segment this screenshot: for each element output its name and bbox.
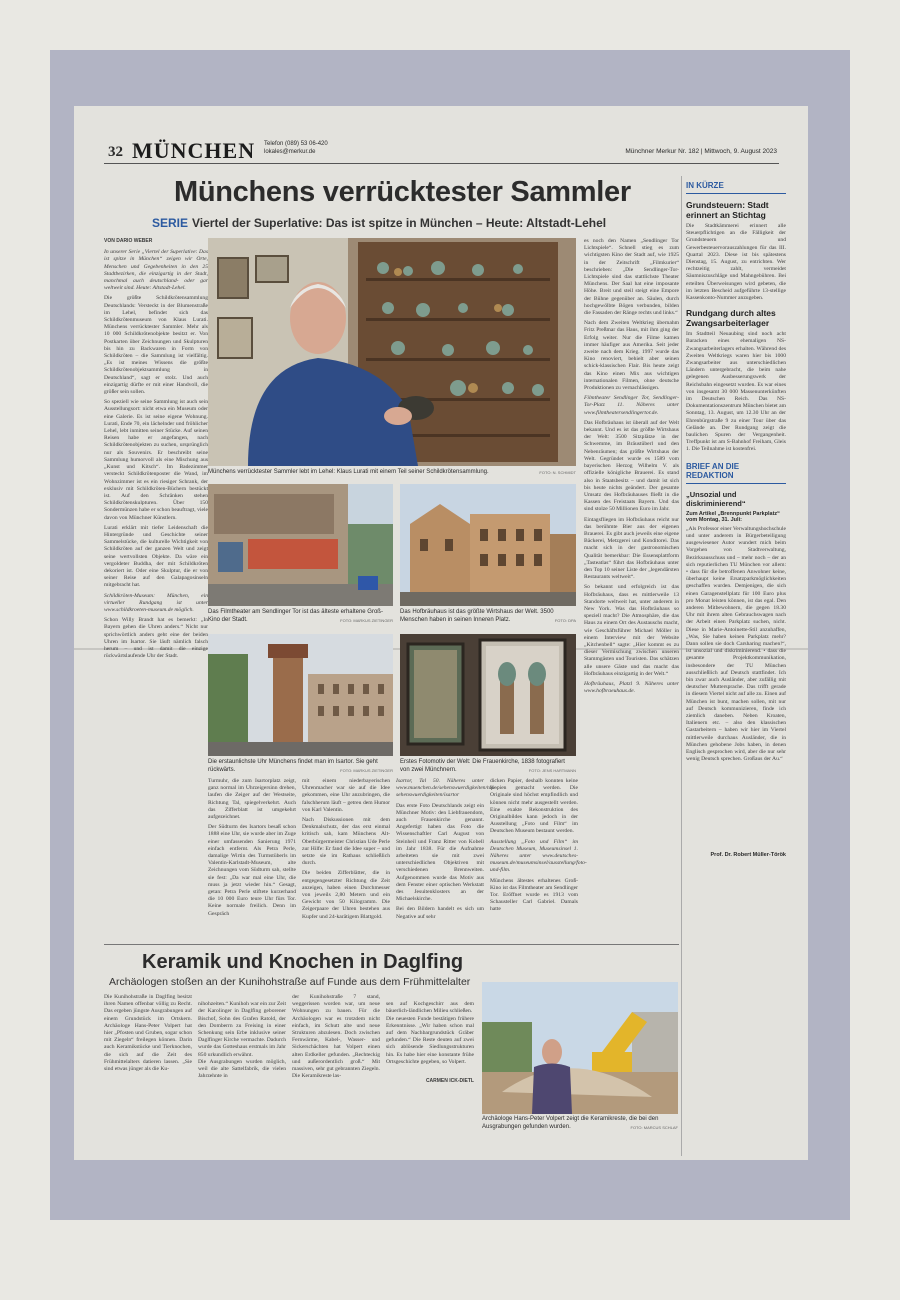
contact-info	[264, 140, 328, 156]
photo-hofbraeuhaus	[400, 484, 576, 606]
info-note: Schildkröten-Museum: München, ein virtueller Rundgang ist unter www.schildkroeten-museum.de möglich.	[104, 592, 208, 613]
paragraph: der Kunihohstraße 7 stand, weggerissen worden war, um neue Wohnungen zu bauen. Für die Archäologen war es trotzdem nicht einfach, im Schutt alte und neue Strukturen abzulesen. Doch zwischen Fernwärme, Kabel-, Wasser- und Sickerschächten hat Volpert einen alten Erdkeller gefunden. „Rechteckig und außerordentlich groß.“ Mit massiven, sehr gut gebrannten Ziegeln. Die Keramikreste las-	[292, 994, 380, 1080]
photo-credit: FOTO: DPA	[554, 617, 576, 623]
caption-main-text: Münchens verrücktester Sammler lebt im Lehel: Klaus Lurati mit einem Teil seiner Schildkrötensammlung.	[208, 469, 489, 475]
info-note: Hofbräuhaus, Platzl 9. Näheres unter www.hofbraeuhaus.de.	[584, 680, 679, 695]
sidebar-heading: IN KÜRZE	[686, 181, 786, 194]
newspaper-page	[74, 106, 808, 1160]
article2-column-1	[104, 994, 192, 1144]
caption-main	[208, 469, 576, 477]
article2-column-4	[386, 994, 474, 1144]
paragraph: Turmuhr, die zum Isartorplatz zeigt, ganz normal im Uhrzeigersinn drehen, laufen die Zeiger auf der Westseite, Richtung Tal, spiegelverkehrt. Auch das Zifferblatt ist umgekehrt aufgezeichnet.	[208, 778, 296, 821]
paragraph: Lurati erklärt mit tiefer Leidenschaft die Hintergründe und Geschichte seiner Sammelstücke, die kulturelle Wichtigkeit von Schildkröten auf der ganzen Welt und zeigt seine wertvollsten Objekte. Da wäre ein vergoldeter Buddha, der mit Schildkröten dekoriert ist. Oder eine Skulptur, die er von seiner Reise auf den Galapagosinseln mitgebracht hat.	[104, 524, 208, 589]
brief-title: Rundgang durch altes Zwangsarbeiterlager	[686, 308, 776, 329]
subheadline-text: Viertel der Superlative: Das ist spitze in München – Heute: Altstadt-Lehel	[192, 216, 607, 230]
paragraph: Nach dem Zweiten Weltkrieg übernahm Fritz Preßmar das Haus, mit ihm ging der Erfolg weiter. Nur die Filme kamen immer häufiger aus Amerika. Seit jeder zweite nach dem Krieg. 1997 wurde das Kino renoviert, behielt aber seinen schick-klassischen Flair. Bis heute zeigt das Kino einen Mix aus wichtigen internationalen Filmen, ohne deutsche Produktionen zu vernachlässigen.	[584, 320, 679, 392]
paragraph: Die beiden Zifferblätter, die in entgegengesetzter Richtung die Zeit anzeigen, haben einen Durchmesser von jeweils 2,80 Metern und ein Gewicht von 50 Kilogramm. Die Zeigerpaare der Uhren bestehen aus Kupfer und 24-karätigem Blattgold.	[302, 870, 390, 920]
paragraph: Schon Willy Brandt hat es bemerkt: „In Bayern gehen die Uhren anders.“ Nicht nur sprichwörtlich anders geht eine der beiden Uhren im Isartor. Sie läuft nämlich falsch herum – und ist damit die einzige rückwärtslaufende Uhr der Stadt.	[104, 617, 208, 660]
paragraph: Die Kunihohstraße in Daglfing besitzt ihren Namen offenbar völlig zu Recht. Das ergeben jüngste Ausgrabungen auf einem Grundstück im Ortskern. Archäologe Hans-Peter Volpert hat hier „Pfosten und Gruben, sogar schon mit Ziegeln“ freilegen können. Darin auch Keramikstücke und Tierknochen, die sich auf die Zeit des Frühmittelalters datieren lassen. „Sie sind etwas jünger als die Ku-	[104, 994, 192, 1073]
paragraph: Bei den Bildern handelt es sich um Negative auf sehr	[396, 906, 484, 920]
article2-column-2	[198, 994, 286, 1144]
phone: Telefon (089) 53 06-420	[264, 141, 328, 147]
info-note: Isartor, Tal 50. Näheres unter www.muenchen.de/sehenswuerdigkeiten/top-sehenswuerdigkeiten/isartor	[396, 778, 497, 799]
photo-dig	[482, 982, 678, 1114]
paragraph: Das erste Foto Deutschlands zeigt ein Münchner Motiv: den Liebfrauendom, auch Frauenkirche genannt. Angefertigt haben das Foto die Wissenschaftler Carl August von Steinheil und Franz Ritter von Kobell im Jahr 1838. Für die Aufnahme arbeiteten sie mit zwei unterschiedlichen Objektiven mit verschiedenen Brennweiten. Aufgenommen wurde das Motiv aus dem Fenster einer optischen Werkstatt des Jesuitenklosters an der Michaelskirche.	[396, 802, 484, 903]
column-divider	[681, 176, 682, 1156]
letter-reference: Zum Artikel „Brennpunkt Parkplatz“ vom Montag, 31. Juli:	[686, 510, 780, 523]
caption-kino	[208, 609, 393, 624]
caption-isartor-text: Die erstaunlichste Uhr Münchens findet man im Isartor. Sie geht rückwärts.	[208, 759, 378, 773]
paragraph: sen auf Kochgeschirr aus dem bäuerlich-ländlichen Milieu schließen. Die neuesten Funde bestätigen frühere Erkenntnisse. „Wir haben schon mal auf dem Nachbargrundstück Gräber gefunden.“ Die Reste deuten auf zwei sich ablösende Siedlungsstrukturen hin. Es habe hier eine konstante frühe Ortsgeschichte gegeben, so Volpert.	[386, 1001, 474, 1065]
paragraph: es noch den Namen „Sendlinger Tor Lichtspiele“. Schnell stieg es zum wichtigsten Kino der Stadt auf, wie 1925 in der Zeitschrift „Filmkurier“ beschrieben: „Die Sendlinger-Tor-Lichtspiele sind das stattlichste Theater Münchens. Der Saal hat eine imposante Höhe. Breit und steil steigt eine Empore der Bühne gegenüber an. Säulen, durch hochgewölbte Bögen verbunden, bilden die Fassaden der Ränge rechts und links.“	[584, 238, 679, 317]
brief-text: Die Stadtkämmerei erinnert alle Steuerpflichtigen an die Fälligkeit der Grundsteuern und Gewerbesteuervorauszahlungen für das III. Quartal 2023. Diese ist bis spätestens Dienstag, 15. August, zu entrichten. Wer rechtzeitig zahlt, vermeidet Säumniszuschläge und Mahngebühren. Bei erteilten Überweisungen wird gebeten, die im letzten Bescheid aufgeführte 13-stellige Kassenkonto-Nummer anzugeben.	[686, 223, 786, 302]
sidebar	[686, 181, 786, 858]
photo-isartor	[208, 634, 393, 756]
letter-title: „Unsozial und diskriminierend“	[686, 489, 746, 508]
section-title: MÜNCHEN	[132, 138, 256, 163]
paragraph: Nach Diskussionen mit dem Denkmalschutz, der das erst einmal kritisch sah, kam Münchens Alt-Oberbürgermeister Christian Ude Perle zur Hilfe: Er fand die Idee super – und setzte sie im Rathaus schließlich durch.	[302, 817, 390, 867]
article-column-6	[584, 238, 679, 928]
caption-hofbraeuhaus	[400, 609, 576, 624]
article-headline: Münchens verrücktester Sammler	[174, 176, 631, 208]
paragraph: dicken Papier, deshalb konnten keine Kopien gemacht werden. Die Originale sind höchst empfindlich und können nicht mehr ausgestellt werden. Eine exakte Rekonstruktion des Originalbildes kann jedoch in der Ausstellung „Foto und Film“ im Deutschen Museum bestaunt werden.	[490, 778, 578, 835]
masthead	[104, 136, 779, 164]
photo-credit: FOTO: MARKUS ZIETINGER	[340, 617, 393, 623]
info-note: Filmtheater Sendlinger Tor, Sendlinger-Tor-Platz 11. Näheres unter www.filmtheatersendlingertor.de.	[584, 395, 679, 416]
article2-column-3	[292, 994, 380, 1144]
paragraph: Das Hofbräuhaus ist überall auf der Welt bekannt. Und es ist das größte Wirtshaus der Welt: 3500 Sitzplätze in der Schwemme, im Bräustüberl und den Nebenräumen; das größte Wirtshaus der Welt. Gegründet wurde es 1589 vom bayerischen Herzog Wilhelm V. als offizielle königliche Brauerei. Es stand also in Staatsbesitz – und damit ist sich bis heute nichts geändert. Der gesamte Umsatz des Hofbräuhauses fließt in die Kassen des Freistaats Bayern. Und das sind stolze 50 Millionen Euro im Jahr.	[584, 419, 679, 513]
caption-frauenkirche	[400, 759, 576, 774]
brief-title: Grundsteuern: Stadt erinnert an Stichtag	[686, 200, 769, 220]
letters-heading: BRIEF AN DIE REDAKTION	[686, 462, 786, 484]
caption-frauenkirche-text: Erstes Fotomotiv der Welt: Die Frauenkirche, 1838 fotografiert von zwei Münchnern.	[400, 759, 565, 773]
email: lokales@merkur.de	[264, 149, 316, 155]
photo-credit: FOTO: MARKUS ZIETINGER	[340, 767, 393, 773]
page-number: 32	[108, 144, 123, 160]
letter-text: „Als Professor einer Verwaltungshochschule und unter anderem in Bürgerbeteiligung ausgewiesener Autor wundert mich beim Vorgehen von Stadtverwaltung, Bezirksausschuss und – mehr noch – der an sich reputierlichen TU München vor allem: • dass für die betroffenen Anwohner keine, überhaupt keine Ersatzparkmöglichkeiten geschaffen wurden. Demjenigen, die sich einen Garagenstellplatz für 100 Euro plus pro Monat leisten können, ist das egal. Den anderen Mitbewohnern, die gegen 18.30 Uhr mit ihrem alten Gebrauchswagen nach der Arbeit einen Parkplatz suchen, nicht. Diese in Marie-Antoinette-Stil anzuhaffen, „Was, Sie haben keinen Parkplatz mehr? Dann sollen sie doch Carsharing machen!“, ist unsozial und diskriminierend. • dass die gesamte Projektkommunikation, insbesondere der TU München ausschließlich auf Deutsch stattfindet. Ich bin zwar auch Ausländer, aber zufällig mit deutscher Muttersprache. Das trifft gerade in diesem Viertel nicht auf alle zu. Einen auf München ist bunt, machen sollen, mit nur auf Deutsch kommunizieren, finde ich ziemlich daneben. Neben Kroaten, Italienern etc. – also den klassischen Gastarbeitern – haben wir hier im Viertel mittlerweile durchaus Ausländer, die in München gehobene Jobs haben, in denen Englisch gesprochen wird, aber die nur sehr wenig Deutsch sprechen. Großaus der Au.“	[686, 525, 786, 763]
photo-collector	[208, 238, 576, 466]
article2-author: CARMEN ICK-DIETL	[425, 1078, 474, 1085]
photo-frauenkirche	[400, 634, 576, 756]
paragraph: Die größte Schildkrötensammlung Deutschlands: Versteckt in der Blumenstraße im Lehel, befindet sich das Schildkrötenmuseum von Klaus Lurati. Münchens verrücktester Sammler. Mehr als 10 000 Schildkrötenobjekte besitzt er. Von Postkarten über Zeichnungen und Skulpturen bis hin zu Backwaren in Form von Schildkröten – die Sammlung ist vielfältig. „Es ist meines Wissens die größte Schildkrötenobjektsammlung in Deutschland“, sagt er stolz. Und auch einzigartig dürfte er mit einer Handvoll, die größer sein sollen.	[104, 295, 208, 396]
series-kicker: SERIE	[152, 216, 189, 230]
paragraph: Der Südturm des Isartors besaß schon 1888 eine Uhr, sie wurde aber im Zuge einer umfassenden Sanierung 1971 einfach entfernt. Als Petra Perle, damalige Wirtin des Turmstüberls im Valentin-Karlstadt-Museum, alte Zeichnungen vom Südturm sah, stellte sie fest: „Da war mal eine Uhr, die muss ja jetzt wieder hin.“ Gesagt, getan: Petra Perle stiftete kurzerhand die 10 000 Euro teure Uhr fürs Tor. Keine normale freilich. Denn im Gespräch	[208, 824, 296, 917]
paragraph: Eintagsfliegen im Hofbräuhaus reicht nur das berühmte Bier aus der eigenen Brauerei. Es gibt auch jeweils eine eigene Bäckerei, Metzgerei und Konditorei. Das macht sich in der gastronomischen Qualität bemerkbar: Die Essensplattform „Tasteatlas“ führt das Hofbräuhaus unter den Top 10 seiner Liste der „legendärsten Restaurants weltweit“.	[584, 516, 679, 581]
caption-kino-text: Das Filmtheater am Sendlinger Tor ist das älteste erhaltene Groß-Kino der Stadt.	[208, 609, 383, 623]
article-column-4	[396, 778, 497, 928]
photo-credit: FOTO: N. SCHMIDT	[539, 470, 576, 475]
photo-kino	[208, 484, 393, 606]
article-subheadline	[152, 216, 606, 230]
paragraph: nihohzeiten.“ Kunihoh war ein zur Zeit der Karolinger in Daglfing geborener Bischof, Sohn des Grafen Ratold, der den Domberrn zu Freising in einer Schenkung sein Erbe inklusive seiner Daglfinger Kirche vermachte. Dadurch wurde das Gotteshaus erstmals im Jahr 850 urkundlich erwähnt. Die Ausgrabungen wurden möglich, weil die alte Sattelfabrik, die vielen Jahrzehnte in	[198, 1001, 286, 1080]
photo-credit: FOTO: MARCUS SCHLAF	[630, 1124, 678, 1130]
article-column-1	[104, 238, 208, 878]
article-column-2	[208, 778, 296, 928]
intro-text: In unserer Serie „Viertel der Superlative: Das ist spitze in München“ zeigen wir Orte, Menschen und Gegebenheiten in den 25 Stadtbezirken, die einzigartig in der Stadt, manchmal auch deutschland- oder gar weltweit sind. Heute: Altstadt-Lehel.	[104, 249, 208, 292]
photo-credit: FOTO: JENS HARTMANN	[528, 767, 576, 773]
brief-text: Im Stadtteil Neuaubing sind noch acht Baracken eines ehemaligen NS-Zwangsarbeiterlagers erhalten. Während des Zweiten Weltkriegs waren hier bis 1000 Zwangsarbeiter aus unterschiedlichen Ländern untergebracht, die beim nahe gelegenen Ausbesserungswerk der Reichsbahn eingesetzt wurden. Es war eines von insgesamt 30 000 Massenunterkünften im Deutschen Reich. Das NS-Dokumentationszentrum München bietet am Sonntag, 13. August, um 12.30 Uhr an der Ehrenbürgstraße 9 zu einer Tour über das Gelände an. Der Rundgang zeigt die baulichen Spuren der Vergangenheit. Treffpunkt ist am S-Bahnhof Freiham, Gleis 1. Die Teilnahme ist kostenfrei.	[686, 331, 786, 453]
caption-hofbraeuhaus-text: Das Hofbräuhaus ist das größte Wirtshaus der Welt. 3500 Menschen haben in seinen Inneren Platz.	[400, 609, 554, 623]
article-column-5	[490, 778, 587, 928]
paragraph: So bekannt und erfolgreich ist das Hofbräuhaus, dass es mittlerweile 13 Standorte weltweit hat, unter anderem in New York. Was das Hofbräuhaus so speziell macht? Die Atmosphäre, die das Haus zu einem Ort des Austauschs macht, wie Geschäftsführer Michael Möller in einem Interview mit der Website „Kitchenbell“ sagte: „Hier kommt es zu dieser Vermischung zwischen unseren Stammgästen und Touristen. Das schätzen alle unsere Gäste und das macht das Hofbräuhaus einzigartig in der Welt.“	[584, 584, 679, 677]
byline: VON DARIO WEBER	[104, 238, 153, 244]
dateline: Münchner Merkur Nr. 182 | Mittwoch, 9. August 2023	[625, 148, 777, 155]
paragraph: Münchens ältestes erhaltenes Groß-Kino ist das Filmtheater am Sendlinger Tor. Eröffnet wurde es 1913 vom Schausteller Carl Gabriel. Damals hatte	[490, 877, 578, 913]
letter-signature: Prof. Dr. Robert Müller-Török	[710, 851, 786, 858]
article2-headline: Keramik und Knochen in Daglfing	[142, 951, 464, 973]
article2-subheadline: Archäologen stoßen an der Kunihohstraße auf Funde aus dem Frühmittelalter	[109, 976, 471, 988]
paragraph: So speziell wie seine Sammlung ist auch sein Ausstellungsort: nicht etwa ein Museum oder eine Galerie. Es ist seine eigene Wohnung. Lurati, Ende 70, ein lächelnder und fröhlicher Lehel, lebt inmitten seiner Stücke. Auf seinen Reisen habe er angefangen, nach Schildkrötenobjekten zu suchen, ursprünglich nur als Souvenirs. Er beschreibt seine Sammlung humorvoll als eine Mischung aus „Kunst und Kitsch“. Im Badezimmer versteckt Schildkrötenposter die Wand, im Wohnzimmer ist es ein riesiger Schrank, der exklusiv mit Schildkröten-Büchern bestückt ist. Auf den Schränken stehen Schildkrötenskulpturen. Über 150 Sondermünzen habe er schon beauftragt, viele davon von Münchner Künstlern.	[104, 399, 208, 521]
caption-isartor	[208, 759, 393, 774]
caption-dig	[482, 1116, 678, 1131]
caption-dig-text: Archäologe Hans-Peter Volpert zeigt die Keramikreste, die bei den Ausgrabungen gefunden wurden.	[482, 1116, 659, 1130]
paragraph: mit einem niederbayerischen Uhrenmacher war sie auf die Idee gekommen, eine Uhr anzubringen, die falschherum läuft – getreu dem Humor von Karl Valentin.	[302, 778, 390, 813]
article-column-3	[302, 778, 390, 928]
info-note: Ausstellung „Foto und Film“ im Deutschen Museum, Museumsinsel 1. Näheres unter www.deutsches-museum.de/museumsinsel/ausstellung/foto-und-film.	[490, 838, 587, 874]
article-separator	[104, 944, 679, 945]
